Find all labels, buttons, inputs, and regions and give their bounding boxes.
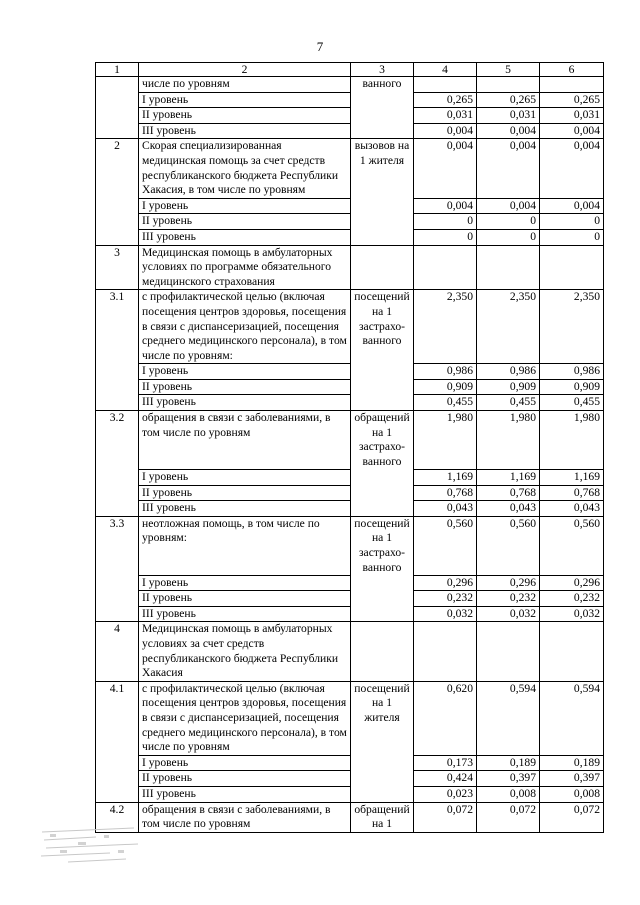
- row-value-col4: 0,004: [414, 198, 477, 214]
- row-value-col5: 0,986: [477, 364, 540, 380]
- table-row: [96, 364, 604, 380]
- row-number: 3: [96, 245, 139, 290]
- header-cell: 2: [139, 63, 351, 77]
- row-value-col4: 0,232: [414, 591, 477, 607]
- row-number: [96, 485, 139, 501]
- row-name: Скорая специализированная медицинская помощь за счет средств республиканского бюджета Республики Хакасия, в том числе по уровням: [139, 139, 351, 198]
- row-name: с профилактической целью (включая посещения центров здоровья, посещения в связи с диспансеризацией, посещения среднего медицинского персонала), в том числе по уровням:: [139, 290, 351, 364]
- row-number: [96, 469, 139, 485]
- row-name: I уровень: [139, 198, 351, 214]
- row-value-col6: 0,986: [540, 364, 604, 380]
- row-value-col6: 0,768: [540, 485, 604, 501]
- row-number: [96, 771, 139, 787]
- row-value-col4: 0,032: [414, 606, 477, 622]
- row-value-col5: 0,560: [477, 516, 540, 575]
- row-name: I уровень: [139, 575, 351, 591]
- header-row: [96, 63, 604, 77]
- faded-stamp: [38, 826, 142, 864]
- row-number: [96, 364, 139, 380]
- row-unit: обращений на 1: [351, 802, 414, 832]
- table-row: [96, 92, 604, 108]
- row-number: [96, 198, 139, 214]
- row-value-col5: 0,004: [477, 198, 540, 214]
- row-value-col5: 0,031: [477, 108, 540, 124]
- row-name: II уровень: [139, 214, 351, 230]
- row-value-col5: [477, 622, 540, 681]
- row-number: [96, 501, 139, 517]
- table-row: [96, 411, 604, 470]
- row-number: 3.3: [96, 516, 139, 575]
- row-number: 4.1: [96, 681, 139, 755]
- row-name: числе по уровням: [139, 77, 351, 93]
- row-name: III уровень: [139, 786, 351, 802]
- row-name: III уровень: [139, 229, 351, 245]
- table-row: [96, 123, 604, 139]
- row-unit: [351, 379, 414, 395]
- header-cell: 1: [96, 63, 139, 77]
- row-value-col6: 0,265: [540, 92, 604, 108]
- row-value-col4: 0,031: [414, 108, 477, 124]
- row-unit: [351, 771, 414, 787]
- table-row: [96, 139, 604, 198]
- row-value-col4: 0,560: [414, 516, 477, 575]
- row-value-col6: 0,031: [540, 108, 604, 124]
- row-name: I уровень: [139, 92, 351, 108]
- row-name: II уровень: [139, 771, 351, 787]
- row-value-col4: 0,455: [414, 395, 477, 411]
- row-unit: ванного: [351, 77, 414, 93]
- row-value-col4: 0,424: [414, 771, 477, 787]
- row-unit: [351, 501, 414, 517]
- row-name: с профилактической целью (включая посещения центров здоровья, посещения в связи с диспансеризацией, посещения среднего медицинского персонала), в том числе по уровням: [139, 681, 351, 755]
- row-name: I уровень: [139, 755, 351, 771]
- row-value-col4: 2,350: [414, 290, 477, 364]
- page-number: 7: [316, 39, 324, 54]
- table-row: [96, 501, 604, 517]
- row-value-col4: 0,620: [414, 681, 477, 755]
- row-unit: [351, 364, 414, 380]
- row-unit: [351, 123, 414, 139]
- row-unit: посещений на 1 застрахо-ванного: [351, 290, 414, 364]
- row-value-col6: 0,004: [540, 123, 604, 139]
- row-unit: [351, 606, 414, 622]
- row-value-col5: 2,350: [477, 290, 540, 364]
- row-value-col5: 0,397: [477, 771, 540, 787]
- row-value-col5: 1,980: [477, 411, 540, 470]
- row-value-col4: 0,768: [414, 485, 477, 501]
- row-unit: [351, 229, 414, 245]
- table-row: [96, 485, 604, 501]
- row-value-col5: 0,768: [477, 485, 540, 501]
- row-value-col6: 0,008: [540, 786, 604, 802]
- row-value-col5: 1,169: [477, 469, 540, 485]
- table-row: [96, 245, 604, 290]
- table-row: [96, 229, 604, 245]
- row-value-col6: 0,594: [540, 681, 604, 755]
- row-value-col6: 0,232: [540, 591, 604, 607]
- row-value-col4: 0,909: [414, 379, 477, 395]
- row-unit: [351, 92, 414, 108]
- row-name: I уровень: [139, 364, 351, 380]
- table-row: [96, 395, 604, 411]
- row-value-col4: 0,004: [414, 139, 477, 198]
- row-number: [96, 214, 139, 230]
- row-unit: [351, 245, 414, 290]
- row-value-col5: 0,043: [477, 501, 540, 517]
- row-value-col4: 0,043: [414, 501, 477, 517]
- table-row: [96, 469, 604, 485]
- row-name: II уровень: [139, 591, 351, 607]
- row-value-col4: 0,265: [414, 92, 477, 108]
- row-unit: [351, 395, 414, 411]
- row-number: 3.2: [96, 411, 139, 470]
- row-value-col6: 0,189: [540, 755, 604, 771]
- row-name: обращения в связи с заболеваниями, в том числе по уровням: [139, 411, 351, 470]
- row-name: Медицинская помощь в амбулаторных условиях за счет средств республиканского бюджета Республики Хакасия: [139, 622, 351, 681]
- row-value-col6: 0,455: [540, 395, 604, 411]
- row-number: [96, 379, 139, 395]
- row-value-col5: 0,072: [477, 802, 540, 832]
- table-row: [96, 606, 604, 622]
- row-value-col5: 0,265: [477, 92, 540, 108]
- row-number: [96, 755, 139, 771]
- row-value-col6: 0,397: [540, 771, 604, 787]
- row-number: 2: [96, 139, 139, 198]
- row-value-col5: 0,232: [477, 591, 540, 607]
- table-row: [96, 290, 604, 364]
- table-row: [96, 786, 604, 802]
- row-number: 4: [96, 622, 139, 681]
- row-name: I уровень: [139, 469, 351, 485]
- table-row: [96, 681, 604, 755]
- row-value-col6: [540, 245, 604, 290]
- row-value-col6: 1,980: [540, 411, 604, 470]
- row-number: [96, 606, 139, 622]
- table-row: [96, 516, 604, 575]
- row-value-col4: 0,023: [414, 786, 477, 802]
- row-value-col4: 0,986: [414, 364, 477, 380]
- row-value-col5: 0,008: [477, 786, 540, 802]
- row-number: [96, 591, 139, 607]
- table-row: [96, 771, 604, 787]
- row-value-col4: [414, 77, 477, 93]
- row-number: [96, 786, 139, 802]
- row-value-col5: [477, 77, 540, 93]
- row-unit: [351, 755, 414, 771]
- row-value-col6: [540, 622, 604, 681]
- table-row: [96, 77, 604, 93]
- header-cell: 4: [414, 63, 477, 77]
- row-value-col4: 0: [414, 229, 477, 245]
- row-unit: [351, 108, 414, 124]
- row-value-col4: 0,173: [414, 755, 477, 771]
- row-number: [96, 123, 139, 139]
- row-value-col6: 0,004: [540, 198, 604, 214]
- row-value-col4: [414, 622, 477, 681]
- header-cell: 6: [540, 63, 604, 77]
- row-name: II уровень: [139, 485, 351, 501]
- row-number: 4.2: [96, 802, 139, 832]
- row-name: III уровень: [139, 123, 351, 139]
- table-row: [96, 575, 604, 591]
- row-name: обращения в связи с заболеваниями, в том числе по уровням: [139, 802, 351, 832]
- row-name: III уровень: [139, 501, 351, 517]
- row-value-col5: 0: [477, 214, 540, 230]
- header-cell: 5: [477, 63, 540, 77]
- row-number: [96, 395, 139, 411]
- row-unit: [351, 485, 414, 501]
- row-value-col6: 0,909: [540, 379, 604, 395]
- row-name: Медицинская помощь в амбулаторных условиях по программе обязательного медицинского страхования: [139, 245, 351, 290]
- table-row: [96, 755, 604, 771]
- row-unit: [351, 622, 414, 681]
- row-value-col6: 1,169: [540, 469, 604, 485]
- row-value-col4: 0,296: [414, 575, 477, 591]
- row-value-col6: 0,560: [540, 516, 604, 575]
- table-row: [96, 214, 604, 230]
- row-value-col4: 0: [414, 214, 477, 230]
- table-row: [96, 108, 604, 124]
- row-value-col6: 0,032: [540, 606, 604, 622]
- row-value-col5: 0,296: [477, 575, 540, 591]
- row-value-col4: [414, 245, 477, 290]
- row-number: [96, 108, 139, 124]
- row-value-col5: 0,909: [477, 379, 540, 395]
- row-value-col4: 0,004: [414, 123, 477, 139]
- row-value-col5: 0,004: [477, 139, 540, 198]
- row-value-col5: 0,455: [477, 395, 540, 411]
- row-value-col5: 0: [477, 229, 540, 245]
- row-name: III уровень: [139, 606, 351, 622]
- row-value-col4: 0,072: [414, 802, 477, 832]
- row-value-col6: 0,004: [540, 139, 604, 198]
- row-unit: обращений на 1 застрахо-ванного: [351, 411, 414, 470]
- row-unit: вызовов на 1 жителя: [351, 139, 414, 198]
- row-unit: [351, 198, 414, 214]
- row-unit: [351, 469, 414, 485]
- row-unit: посещений на 1 застрахо-ванного: [351, 516, 414, 575]
- table-row: [96, 622, 604, 681]
- row-value-col6: 0: [540, 214, 604, 230]
- table-row: [96, 198, 604, 214]
- row-value-col6: 0,043: [540, 501, 604, 517]
- row-value-col4: 1,169: [414, 469, 477, 485]
- row-number: [96, 77, 139, 93]
- table-row: [96, 379, 604, 395]
- table-row: [96, 802, 604, 832]
- row-number: [96, 92, 139, 108]
- row-unit: [351, 591, 414, 607]
- row-value-col4: 1,980: [414, 411, 477, 470]
- row-value-col5: 0,032: [477, 606, 540, 622]
- row-value-col6: 0: [540, 229, 604, 245]
- row-value-col5: 0,189: [477, 755, 540, 771]
- row-value-col5: [477, 245, 540, 290]
- row-unit: [351, 575, 414, 591]
- row-unit: [351, 214, 414, 230]
- row-number: 3.1: [96, 290, 139, 364]
- indicators-table: [95, 62, 604, 833]
- row-unit: посещений на 1 жителя: [351, 681, 414, 755]
- row-value-col6: 0,072: [540, 802, 604, 832]
- row-unit: [351, 786, 414, 802]
- row-value-col5: 0,004: [477, 123, 540, 139]
- row-name: II уровень: [139, 108, 351, 124]
- row-number: [96, 229, 139, 245]
- row-name: неотложная помощь, в том числе по уровням:: [139, 516, 351, 575]
- row-value-col5: 0,594: [477, 681, 540, 755]
- table-row: [96, 591, 604, 607]
- row-value-col6: [540, 77, 604, 93]
- row-name: II уровень: [139, 379, 351, 395]
- header-cell: 3: [351, 63, 414, 77]
- row-name: III уровень: [139, 395, 351, 411]
- row-value-col6: 0,296: [540, 575, 604, 591]
- row-value-col6: 2,350: [540, 290, 604, 364]
- row-number: [96, 575, 139, 591]
